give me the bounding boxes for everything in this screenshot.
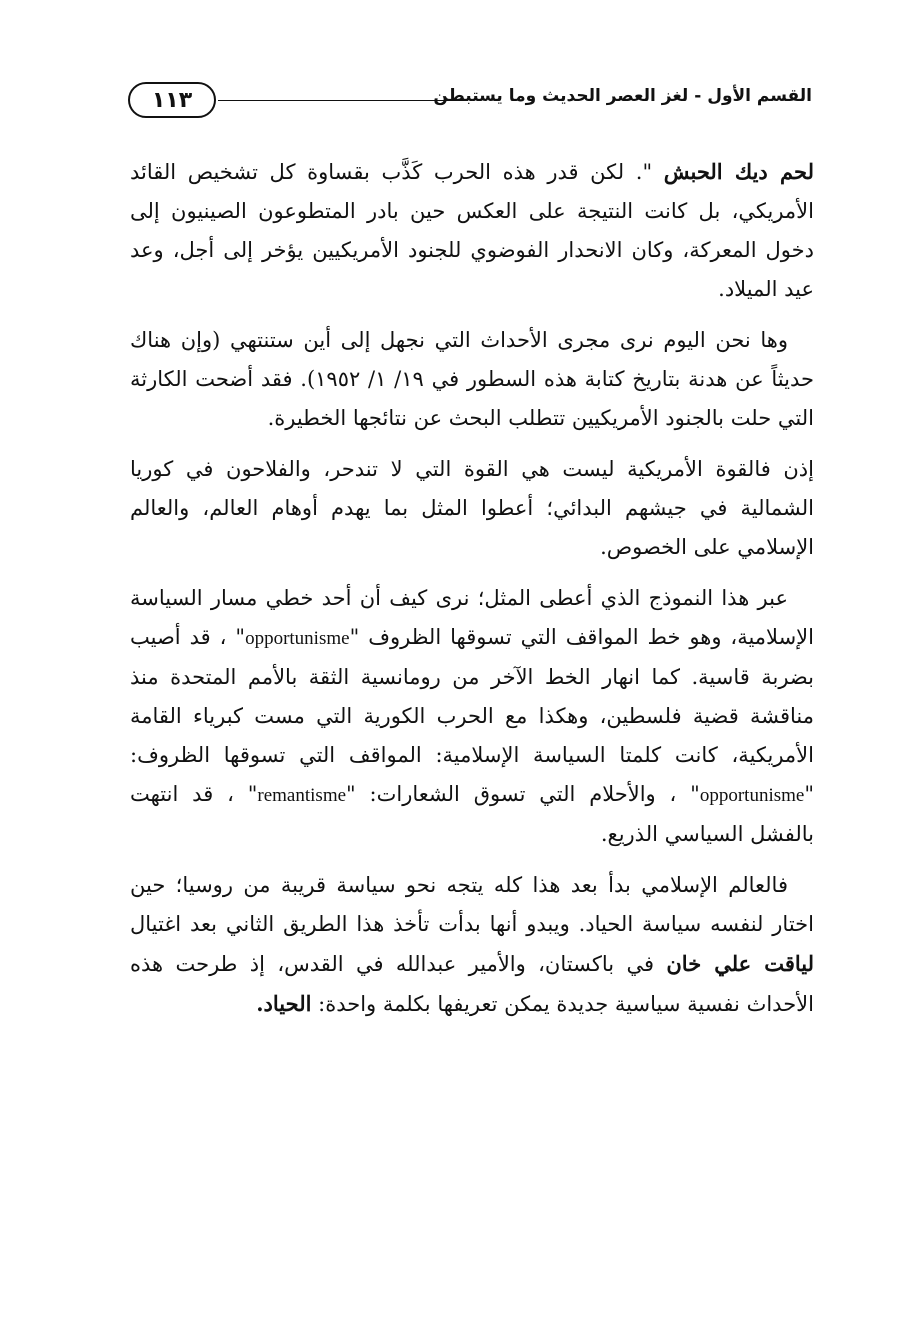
paragraph-text: ". لكن قدر هذه الحرب كَذَّب بقساوة كل تشخيص القائد الأمريكي، بل كانت النتيجة على العكس حين بادر المتطوعون الصينيون إلى دخول المعركة، وكان الانحدار الفوضوي للجنود الأمريكيين يؤخر إلى أجل، وعد عيد الميلاد. bbox=[130, 160, 814, 301]
paragraph-text: عبر هذا النموذج الذي أعطى المثل؛ نرى كيف أن أحد خطي مسار السياسة الإسلامية، وهو خط المواقف التي تسوقها الظروف " bbox=[130, 586, 814, 649]
bold-phrase: لحم ديك الحبش bbox=[663, 159, 814, 184]
paragraph-text: في باكستان، والأمير عبدالله في القدس، إذ طرحت هذه الأحداث نفسية سياسية جديدة يمكن تعريفها بكلمة واحدة: bbox=[130, 952, 814, 1016]
paragraph-3 bbox=[130, 450, 814, 567]
latin-term: opportunisme bbox=[245, 628, 350, 649]
header-divider bbox=[218, 100, 468, 101]
paragraph-text: " ، والأحلام التي تسوق الشعارات: " bbox=[346, 782, 700, 806]
paragraph-text: " ، قد انتهت بالفشل السياسي الذريع. bbox=[130, 782, 814, 846]
paragraph-5 bbox=[130, 866, 814, 1024]
latin-term: opportunisme bbox=[699, 785, 805, 806]
bold-name: لياقت علي خان bbox=[666, 951, 814, 976]
paragraph-4 bbox=[130, 579, 814, 854]
page-header bbox=[128, 80, 812, 126]
paragraph-text: إذن فالقوة الأمريكية ليست هي القوة التي لا تندحر، والفلاحون في كوريا الشمالية في جيشهم البدائي؛ أعطوا المثل بما يهدم أوهام العالم، والعالم الإسلامي على الخصوص. bbox=[130, 457, 814, 559]
body-text bbox=[130, 152, 814, 1036]
paragraph-text: " ، قد أصيب بضربة قاسية. كما انهار الخط الآخر من رومانسية الثقة بالأمم المتحدة منذ مناقشة قضية فلسطين، وهكذا مع الحرب الكورية التي مست كبرياء القامة الأمريكية، كانت كلمتا السياسة الإسلامية: المواقف التي تسوقها الظروف: " bbox=[130, 625, 815, 806]
bold-phrase: الحياد. bbox=[256, 991, 312, 1016]
paragraph-text: وها نحن اليوم نرى مجرى الأحداث التي نجهل إلى أين ستنتهي (وإن هناك حديثاً عن هدنة بتاريخ كتابة هذه السطور في ١٩/ ١/ ١٩٥٢). فقد أضحت الكارثة التي حلت بالجنود الأمريكيين تتطلب البحث عن نتائجها الخطيرة. bbox=[130, 328, 814, 430]
paragraph-text: فالعالم الإسلامي بدأ بعد هذا كله يتجه نحو سياسة قريبة من روسيا؛ حين اختار لنفسه سياسة الحياد. ويبدو أنها بدأت تأخذ هذا الطريق الثاني بعد اغتيال bbox=[130, 873, 814, 936]
paragraph-2 bbox=[130, 321, 814, 438]
running-title: القسم الأول - لغز العصر الحديث وما يستبطن bbox=[433, 86, 812, 106]
page-number: ١١٣ bbox=[128, 82, 216, 118]
latin-term: remantisme bbox=[257, 785, 347, 806]
paragraph-1 bbox=[130, 152, 814, 309]
